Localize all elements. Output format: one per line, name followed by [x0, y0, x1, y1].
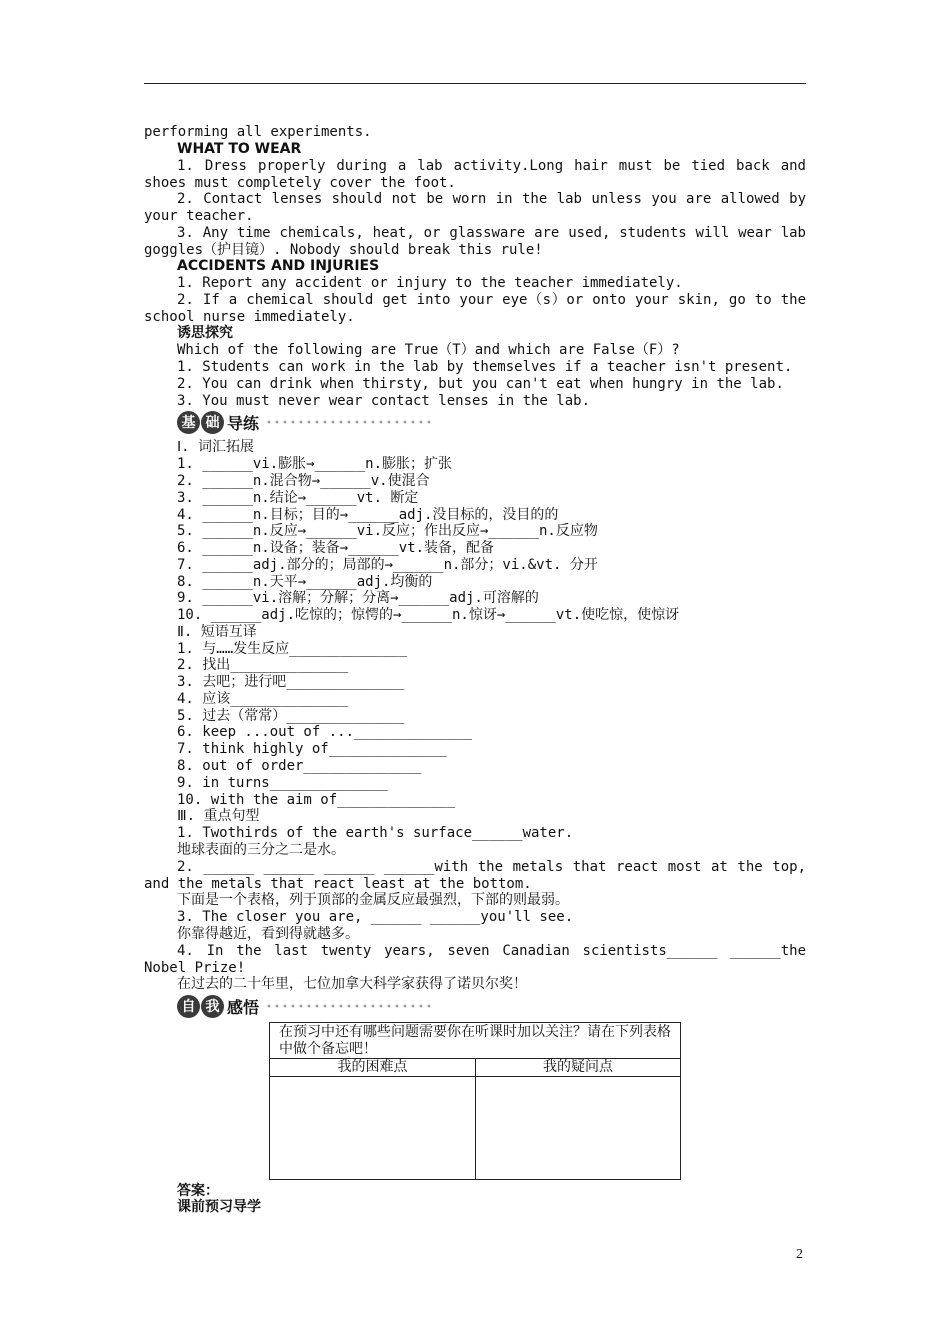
exercise-item: 7. ______adj.部分的；局部的→______n.部分；vi.&vt. 分开 — [177, 557, 598, 573]
badge-circle: 我 — [201, 995, 224, 1018]
text-line: Which of the following are True（T）and which are False（F）? — [177, 342, 680, 358]
text-line: 3. Any time chemicals, heat, or glassware are used, students will wear lab — [177, 225, 806, 241]
text-line: 1. Dress properly during a lab activity.Long hair must be tied back and — [177, 158, 806, 174]
text-line: 2. Contact lenses should not be worn in the lab unless you are allowed by — [177, 191, 806, 207]
answers-label: 答案： — [177, 1183, 219, 1199]
exercise-item: 6. ______n.设备；装备→______vt.装备，配备 — [177, 540, 495, 556]
practice-section-heading — [177, 410, 435, 434]
exercise-item: 2. ______ ______ ______ ______with the metals that react most at the top, — [177, 859, 806, 875]
exercise-item: 4. In the last twenty years, seven Canadian scientists______ ______the — [177, 943, 806, 959]
heading-text: 导练 — [227, 413, 260, 433]
exercise-item: 6. keep ...out of ...______________ — [177, 724, 473, 740]
text-line: your teacher. — [144, 208, 254, 224]
heading-text: 感悟 — [227, 997, 260, 1017]
section-heading: WHAT TO WEAR — [177, 141, 302, 157]
dotted-divider — [265, 417, 435, 427]
memo-column-questions: 我的疑问点 — [543, 1059, 613, 1075]
exercise-item: 5. 过去（常常）______________ — [177, 708, 405, 724]
exercise-item: and the metals that react least at the bottom. — [144, 876, 532, 892]
exercise-item: 2. 找出______________ — [177, 657, 349, 673]
badge-circle: 础 — [201, 411, 224, 434]
text-line: 1. Report any accident or injury to the teacher immediately. — [177, 275, 683, 291]
text-line: goggles（护目镜）. Nobody should break this rule! — [144, 242, 543, 258]
exercise-item: 1. 与……发生反应______________ — [177, 641, 408, 657]
translation-line: 下面是一个表格，列于顶部的金属反应最强烈，下部的则最弱。 — [177, 892, 569, 908]
heading-badge — [177, 995, 225, 1018]
text-line: 1. Students can work in the lab by themselves if a teacher isn't present. — [177, 359, 793, 375]
text-line: 2. You can drink when thirsty, but you can't eat when hungry in the lab. — [177, 376, 784, 392]
exercise-item: 1. ______vi.膨胀→______n.膨胀；扩张 — [177, 456, 453, 472]
exercise-item: 3. ______n.结论→______vt. 断定 — [177, 490, 419, 506]
exercise-item: 3. The closer you are, ______ ______you'll see. — [177, 909, 574, 925]
translation-line: 在过去的二十年里，七位加拿大科学家获得了诺贝尔奖！ — [177, 976, 527, 992]
exercise-item: Nobel Prize! — [144, 960, 246, 976]
memo-column-divider — [475, 1058, 476, 1180]
exercise-item: 8. out of order______________ — [177, 758, 422, 774]
text-line: 3. You must never wear contact lenses in the lab. — [177, 393, 591, 409]
header-rule — [144, 83, 806, 84]
exercise-item: 4. 应该______________ — [177, 691, 349, 707]
dotted-divider — [265, 1001, 435, 1011]
exercise-item: 4. ______n.目标；目的→______adj.没目标的，没目的的 — [177, 507, 559, 523]
exercise-item: 7. think highly of______________ — [177, 741, 447, 757]
memo-intro: 在预习中还有哪些问题需要你在听课时加以关注？请在下列表格中做个备忘吧！ — [279, 1024, 671, 1057]
page-number: 2 — [796, 1247, 803, 1262]
exercise-item: 8. ______n.天平→______adj.均衡的 — [177, 574, 433, 590]
exercise-item: 9. in turns______________ — [177, 775, 388, 791]
section-heading: ACCIDENTS AND INJURIES — [177, 258, 380, 274]
badge-circle: 基 — [177, 411, 200, 434]
subsection-title: Ⅱ. 短语互译 — [177, 624, 257, 640]
exercise-item: 1. Twothirds of the earth's surface______water. — [177, 825, 574, 841]
exercise-item: 3. 去吧；进行吧______________ — [177, 674, 405, 690]
exercise-item: 10. ______adj.吃惊的；惊愕的→______n.惊讶→______vt.使吃惊，使惊讶 — [177, 607, 680, 623]
memo-table — [269, 1022, 681, 1180]
text-line: school nurse immediately. — [144, 309, 355, 325]
text-line: shoes must completely cover the foot. — [144, 175, 456, 191]
memo-column-difficulties: 我的困难点 — [337, 1059, 408, 1075]
answers-section-title: 课前预习导学 — [177, 1199, 261, 1215]
translation-line: 地球表面的三分之二是水。 — [177, 842, 345, 858]
text-line: 2. If a chemical should get into your eye（s）or onto your skin, go to the — [177, 292, 806, 308]
translation-line: 你靠得越近，看到得就越多。 — [177, 926, 359, 942]
exercise-item: 9. ______vi.溶解；分解；分离→______adj.可溶解的 — [177, 590, 539, 606]
subsection-title: Ⅰ. 词汇拓展 — [177, 439, 254, 455]
exercise-item: 10. with the aim of______________ — [177, 792, 456, 808]
subsection-title: Ⅲ. 重点句型 — [177, 808, 260, 824]
exercise-item: 5. ______n.反应→______vi.反应；作出反应→______n.反应物 — [177, 523, 598, 539]
exercise-item: 2. ______n.混合物→______v.使混合 — [177, 473, 430, 489]
section-heading: 诱思探究 — [177, 325, 233, 341]
text-line: performing all experiments. — [144, 124, 372, 140]
reflection-section-heading — [177, 994, 435, 1018]
badge-circle: 自 — [177, 995, 200, 1018]
heading-badge — [177, 411, 225, 434]
